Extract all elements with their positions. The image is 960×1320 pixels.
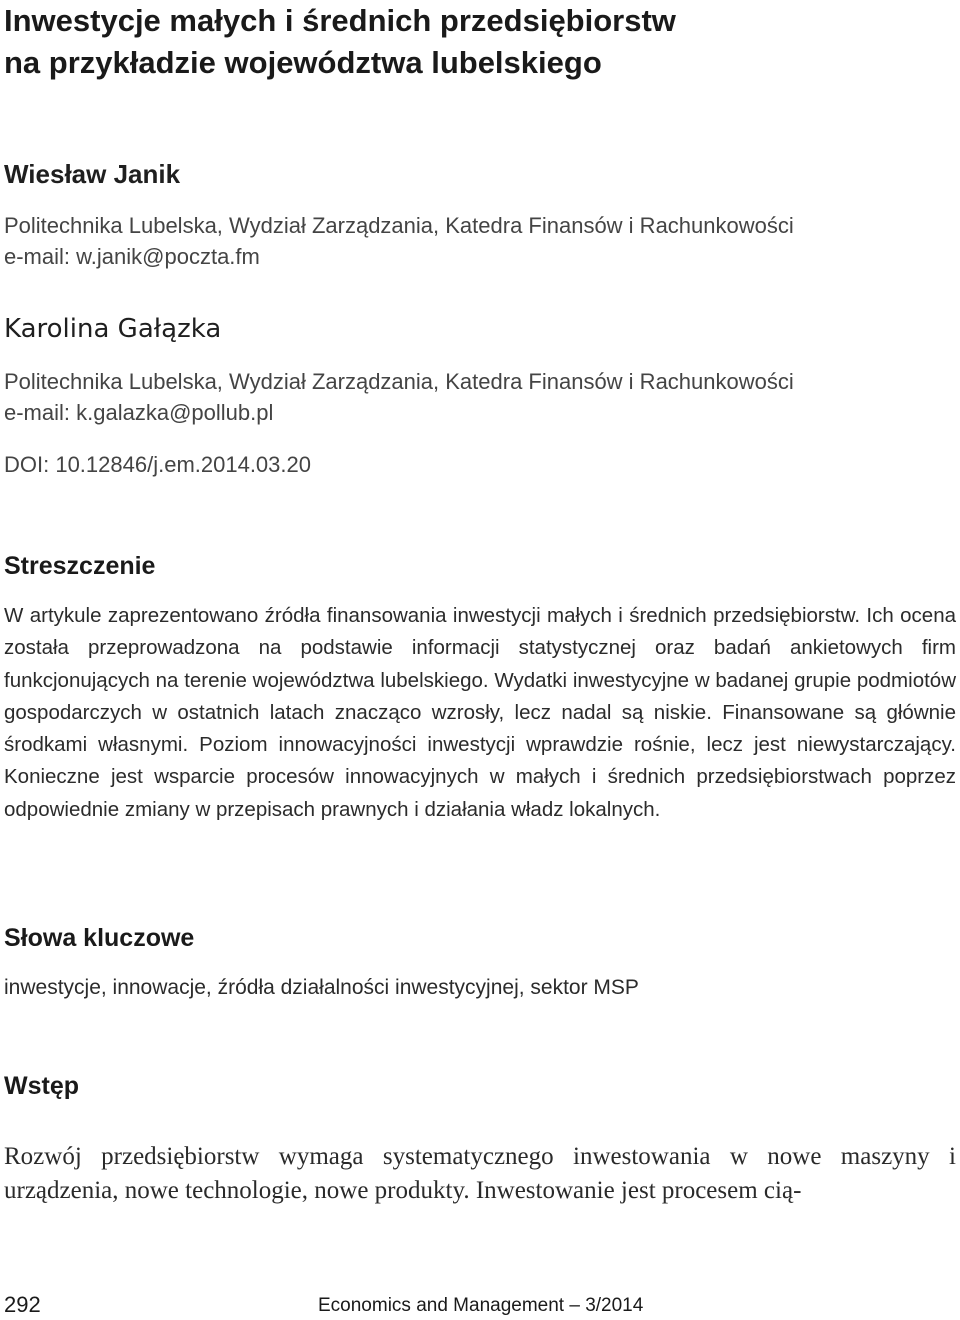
author-affiliation-1: Politechnika Lubelska, Wydział Zarządzania, Katedra Finansów i Rachunkowości [4,213,794,238]
author-name-1: Wiesław Janik [4,159,181,189]
article-title [4,0,944,84]
abstract-text: W artykule zaprezentowano źródła finansowania inwestycji małych i średnich przedsiębiorstw. Ich ocena została przeprowadzona na podstawie informacji statystycznej oraz badań ankietowych firm funkcjonujących na terenie województwa lubelskiego. Wydatki inwestycyjne w badanej grupie podmiotów gospodarczych w ostatnich latach znacząco wzrosły, lecz nadal są niskie. Finansowane są głównie środkami własnymi. Poziom innowacyjności inwestycji wprawdzie rośnie, lecz jest niewystarczający. Konieczne jest wsparcie procesów innowacyjnych w małych i średnich przedsiębiorstwach poprzez odpowiednie zmiany w przepisach prawnych i działania władz lokalnych. [4,604,956,821]
journal-footer: Economics and Management – 3/2014 [318,1295,644,1316]
abstract-heading: Streszczenie [4,552,156,580]
author-email-1: e-mail: w.janik@poczta.fm [4,244,260,269]
doi: DOI: 10.12846/j.em.2014.03.20 [4,452,311,477]
page-number: 292 [4,1292,41,1317]
author-email-2: e-mail: k.galazka@pollub.pl [4,400,274,425]
author-affiliation-2: Politechnika Lubelska, Wydział Zarządzania, Katedra Finansów i Rachunkowości [4,369,794,394]
article-title-line-1: Inwestycje małych i średnich przedsiębiorstw [4,3,676,38]
author-name-2: Karolina Gałązka [4,314,222,344]
introduction-heading: Wstęp [4,1072,79,1100]
article-title-line-2: na przykładzie województwa lubelskiego [4,45,602,80]
keywords-heading: Słowa kluczowe [4,924,195,952]
introduction-text: Rozwój przedsiębiorstw wymaga systematycznego inwestowania w nowe maszyny i urządzenia, nowe technologie, nowe produkty. Inwestowanie jest procesem cią- [4,1143,956,1204]
keywords-text: inwestycje, innowacje, źródła działalności inwestycyjnej, sektor MSP [4,976,639,999]
